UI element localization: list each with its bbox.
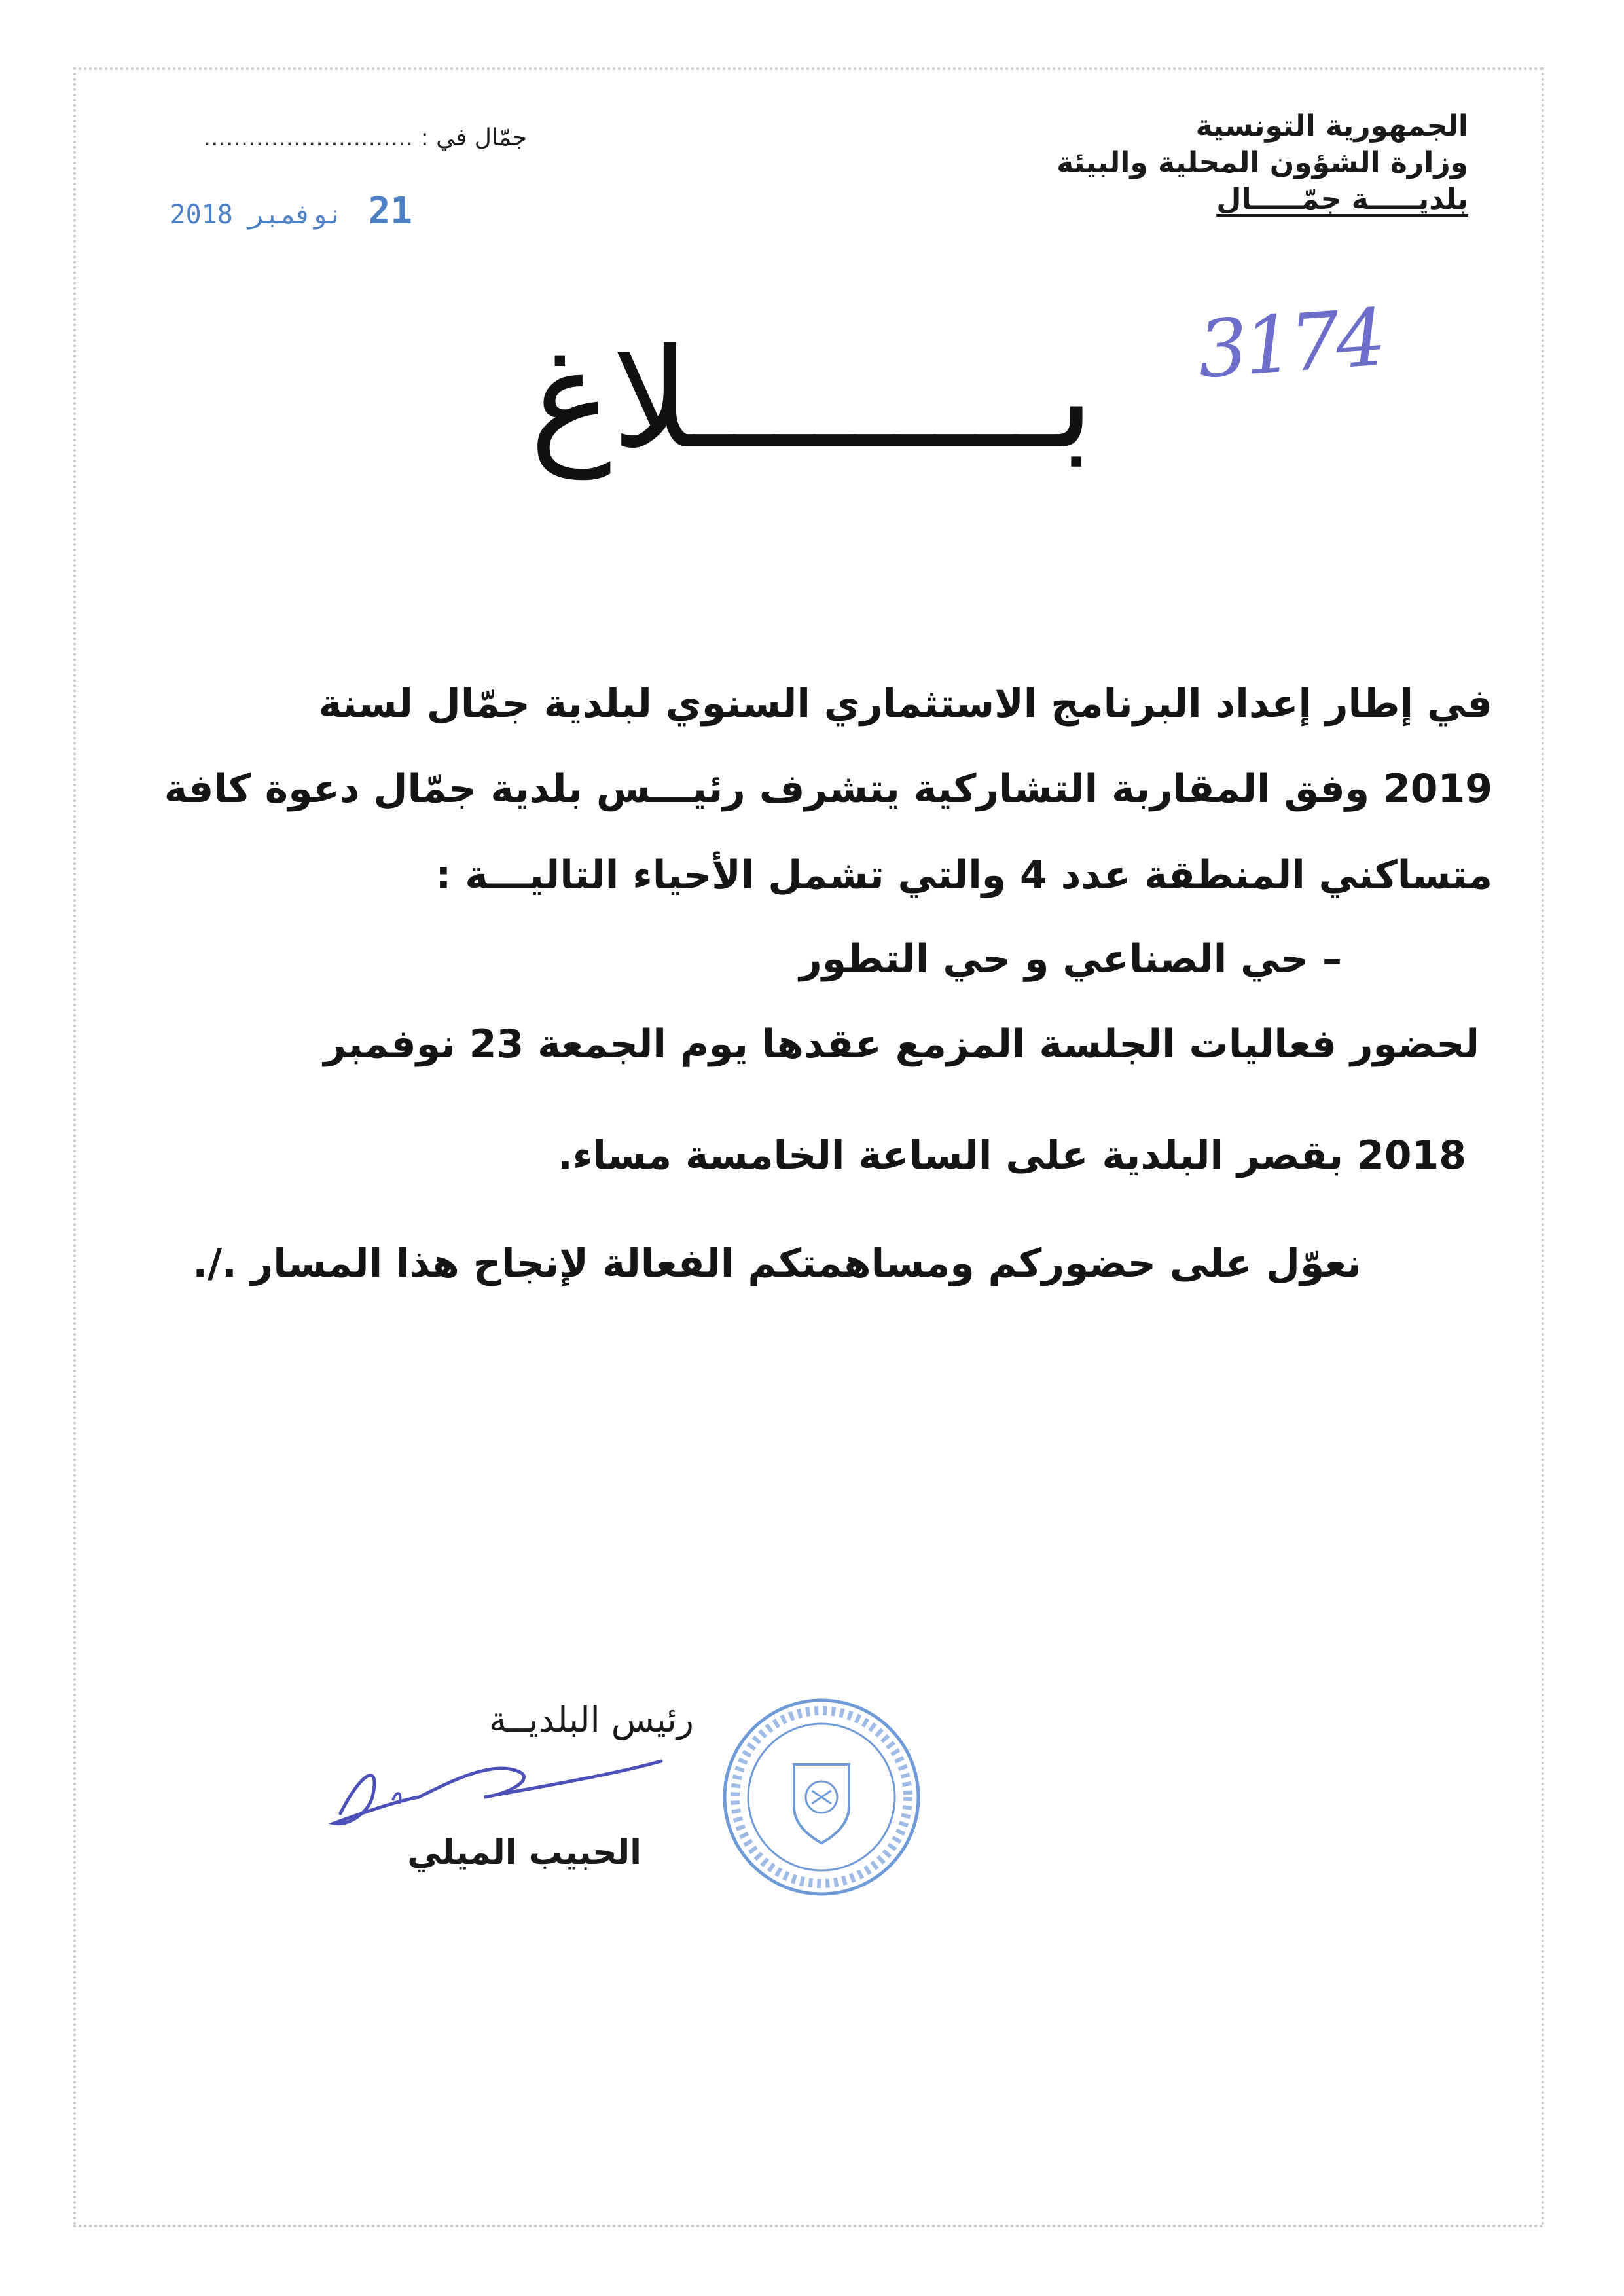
place-date-label: جمّال في : [420,124,527,151]
page-title: بـــــــــلاغ [530,319,1094,479]
body-line-6: 2018 بقصر البلدية على الساعة الخامسة مساء. [557,1133,1466,1178]
place-date-dots: ............................ [203,124,414,151]
letterhead-ministry: وزارة الشؤون المحلية والبيئة [1056,146,1468,179]
body-line-7: نعوّل على حضوركم ومساهمتكم الفعالة لإنجاح هذا المسار ./. [192,1241,1362,1286]
body-line-5: لحضور فعاليات الجلسة المزمع عقدها يوم الجمعة 23 نوفمبر [323,1021,1479,1067]
reference-number: 3174 [1195,292,1385,396]
date-stamp-month-year: نوفمبر 2018 [170,200,344,230]
place-date-line [160,124,527,151]
signatory-name: الحبيب الميلي [407,1833,641,1872]
letterhead-municipality: بلديـــــة جمّـــــال [1216,183,1468,216]
date-stamp [170,190,412,232]
date-stamp-day: 21 [368,190,412,232]
signatory-title: رئيس البلديــة [488,1699,694,1740]
official-seal-icon [717,1692,926,1902]
letterhead [879,108,1468,218]
letterhead-country: الجمهورية التونسية [1195,109,1468,143]
body-line-3: متساكني المنطقة عدد 4 والتي تشمل الأحياء التاليـــة : [435,852,1492,898]
body-line-2: 2019 وفق المقاربة التشاركية يتشرف رئيـــس بلدية جمّال دعوة كافة [164,766,1492,812]
body-line-1: في إطار إعداد البرنامج الاستثماري السنوي لبلدية جمّال لسنة [318,681,1492,727]
body-line-4: – حي الصناعي و حي التطور [799,936,1342,982]
